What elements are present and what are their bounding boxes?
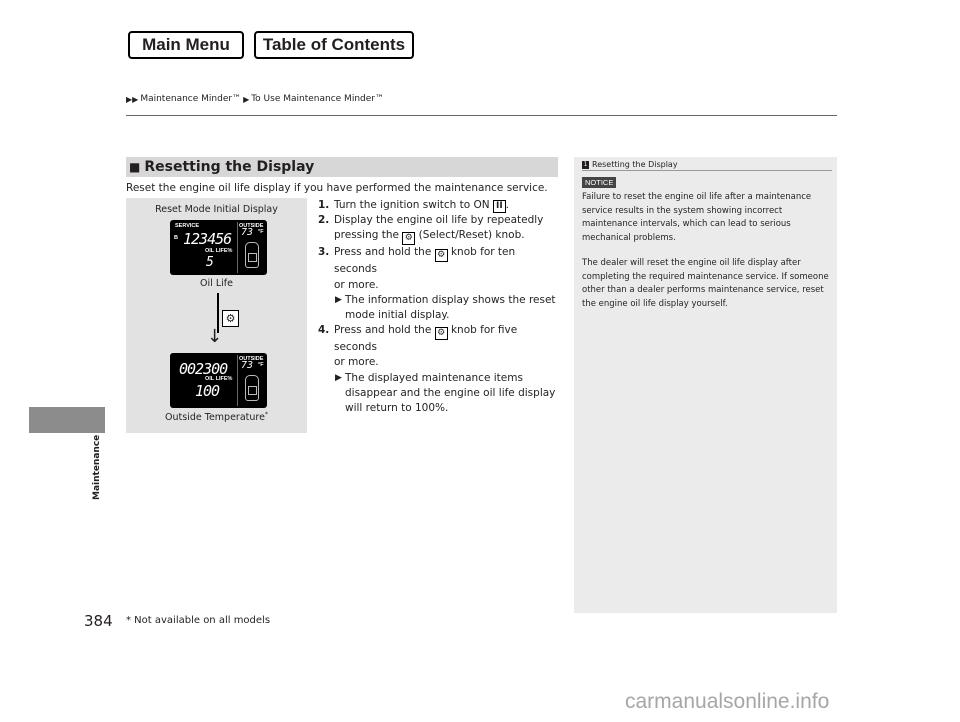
watermark: carmanualsonline.info xyxy=(625,690,830,713)
outside-temp-value: 73 xyxy=(241,360,254,371)
step-text: knob for ten seconds xyxy=(334,246,516,276)
result-text: The information display shows the reset xyxy=(345,293,556,306)
knob-icon: ⚙ xyxy=(435,249,448,262)
side-note-title-text: Resetting the Display xyxy=(592,160,678,169)
oil-life-value: 5 xyxy=(206,255,214,270)
step-text: knob for five seconds xyxy=(334,324,518,354)
temp-unit: °F xyxy=(258,362,264,368)
chapter-label: Maintenance xyxy=(92,434,102,500)
step-text: Turn the ignition switch to ON xyxy=(334,199,493,211)
outside-temp-value: 73 xyxy=(241,227,254,238)
step-text: . xyxy=(505,199,510,211)
info-display-reset-mode xyxy=(170,220,267,275)
temp-unit: °F xyxy=(258,229,264,235)
section-title: Resetting the Display xyxy=(144,159,315,175)
result-arrow-icon: ▶ xyxy=(335,372,342,383)
service-label: SERVICE xyxy=(175,223,200,229)
info-display-oil-life xyxy=(170,353,267,408)
result-arrow-icon: ▶ xyxy=(335,294,342,305)
breadcrumb xyxy=(126,94,384,104)
result-text: The displayed maintenance items xyxy=(345,371,523,384)
notice-text: Failure to reset the engine oil life after a maintenance service results in the system showing incorrect maintenance intervals, which can lead to serious mechanical problems. xyxy=(582,192,812,243)
knob-icon: ⚙ xyxy=(402,232,415,245)
steps-list xyxy=(318,198,560,416)
oil-life-label: OIL LIFE% xyxy=(205,248,233,254)
figure-label-reset-mode: Reset Mode Initial Display xyxy=(155,204,278,215)
side-note-title xyxy=(582,160,678,169)
arrow-down-icon: ↓ xyxy=(207,326,223,347)
knob-icon: ⚙ xyxy=(435,327,448,340)
step-number: 2. xyxy=(318,214,330,227)
step-2 xyxy=(318,213,560,245)
breadcrumb-arrow-icon: ▶ xyxy=(243,94,250,104)
odometer-value: 123456 xyxy=(183,230,232,248)
chapter-tab[interactable] xyxy=(29,407,105,433)
step-text: (Select/Reset) knob. xyxy=(415,229,525,242)
notice-badge: NOTICE xyxy=(582,177,616,188)
ignition-on-key-icon: II xyxy=(493,200,506,213)
select-reset-knob-icon: ⚙ xyxy=(222,310,239,327)
step-text: Display the engine oil life by repeatedly xyxy=(334,214,544,227)
outside-temp-label-text: Outside Temperature xyxy=(165,412,265,424)
figure-label-oil-life: Oil Life xyxy=(200,278,233,289)
step-number: 1. xyxy=(318,199,330,211)
maintenance-code: B xyxy=(174,235,178,241)
page-number: 384 xyxy=(84,612,113,630)
reference-number-icon: 1 xyxy=(583,161,588,168)
odometer-value: 002300 xyxy=(179,360,228,378)
car-door-icon xyxy=(245,242,259,268)
result-text: will return to 100%. xyxy=(345,402,449,415)
main-menu-button[interactable]: Main Menu xyxy=(128,31,244,59)
outside-label: OUTSIDE xyxy=(239,223,264,229)
step-text: Press and hold the xyxy=(334,246,435,259)
footnote: * Not available on all models xyxy=(126,615,271,626)
result-text: disappear and the engine oil life display xyxy=(345,386,556,399)
table-of-contents-button[interactable]: Table of Contents xyxy=(254,31,414,59)
oil-life-value: 100 xyxy=(195,382,220,400)
intro-text: Reset the engine oil life display if you have performed the maintenance service. xyxy=(126,182,548,194)
side-note-panel xyxy=(574,157,837,613)
step-number: 3. xyxy=(318,246,330,259)
section-square-icon: ■ xyxy=(129,160,141,174)
side-note-divider xyxy=(582,170,832,171)
header-divider xyxy=(126,115,837,116)
breadcrumb-arrow-icon: ▶▶ xyxy=(126,94,139,104)
outside-label: OUTSIDE xyxy=(239,356,264,362)
step-number: 4. xyxy=(318,324,330,337)
result-text: mode initial display. xyxy=(345,309,450,322)
figure-label-outside-temp xyxy=(126,411,307,423)
step-4 xyxy=(318,323,560,370)
dealer-note-text: The dealer will reset the engine oil life display after completing the required maintenance service. If someone other than a dealer performs maintenance service, reset the engine oil life display yourself. xyxy=(582,258,829,309)
footnote-mark: * xyxy=(264,411,268,418)
breadcrumb-item-maintenance-minder[interactable]: Maintenance Minder™ xyxy=(140,94,242,104)
step-text: or more. xyxy=(334,278,379,291)
car-door-icon xyxy=(245,375,259,401)
step-text: or more. xyxy=(334,356,379,369)
step-text: pressing the xyxy=(334,229,403,242)
step-3-result xyxy=(318,293,560,323)
step-4-result xyxy=(318,371,560,417)
step-text: Press and hold the xyxy=(334,324,435,337)
oil-life-label: OIL LIFE% xyxy=(205,376,233,382)
breadcrumb-item-to-use[interactable]: To Use Maintenance Minder™ xyxy=(251,94,384,104)
step-1 xyxy=(318,198,560,213)
step-3 xyxy=(318,245,560,292)
section-heading xyxy=(126,157,558,177)
